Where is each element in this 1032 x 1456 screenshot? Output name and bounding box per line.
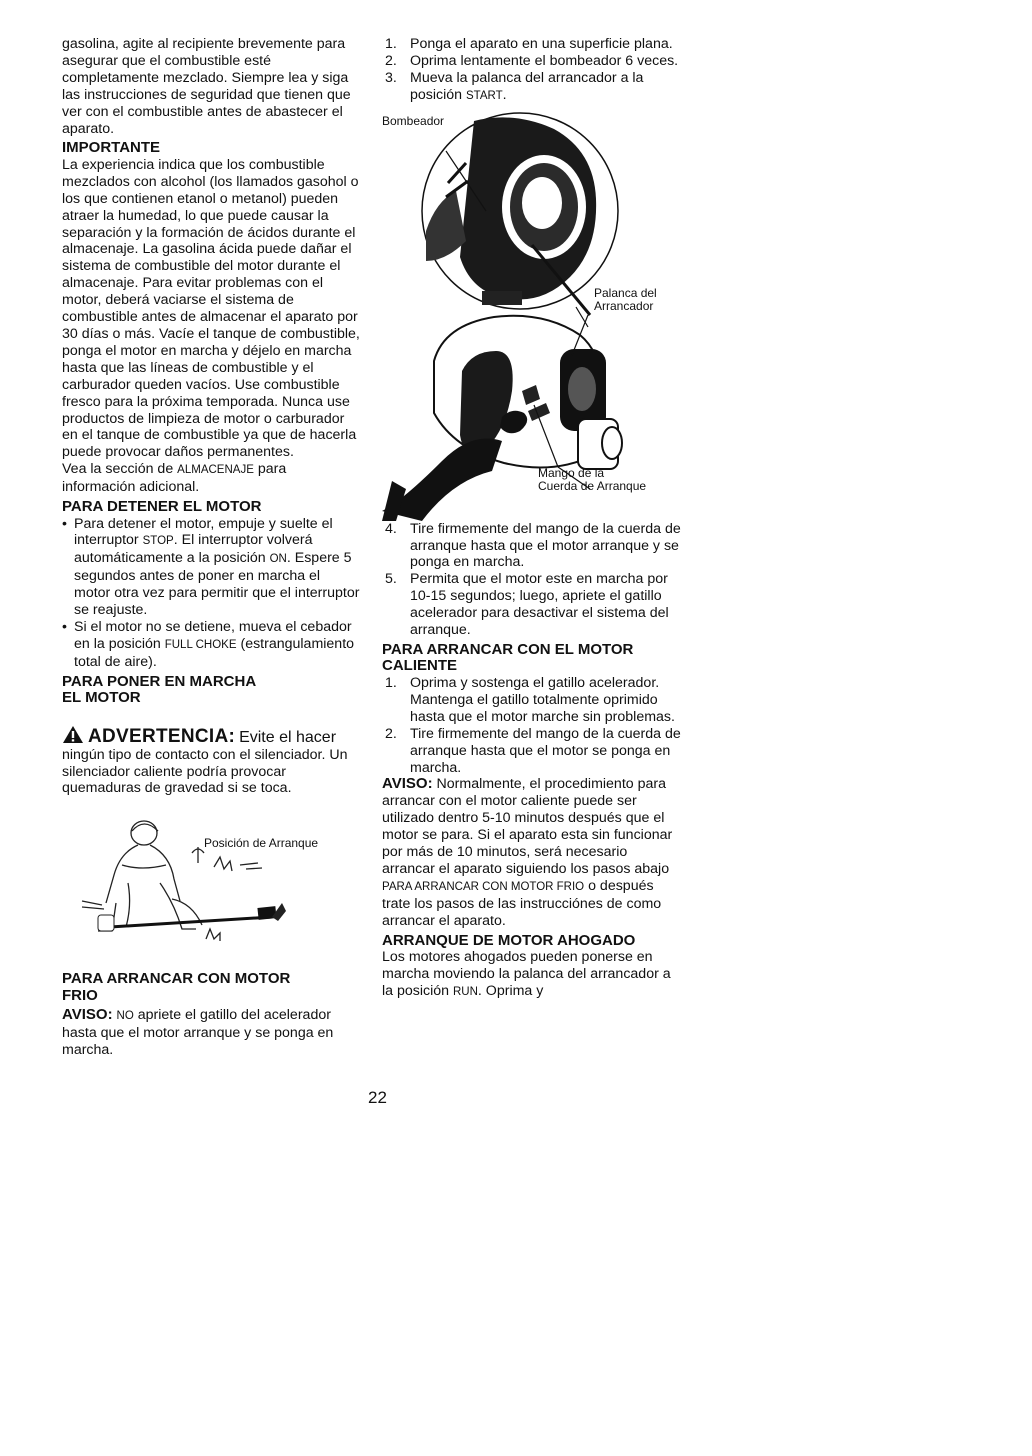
- step-text: Ponga el aparato en una superficie plana.: [410, 36, 673, 52]
- choke-text-a: Si el motor no se detiene, mueva el cebador en la posición: [74, 619, 352, 652]
- list-item: [382, 53, 682, 70]
- starter-rope-handle-label: [538, 467, 646, 494]
- warm-heading-line2: CALIENTE: [382, 657, 457, 675]
- stop-engine-heading: PARA DETENER EL MOTOR: [62, 498, 262, 516]
- no-keyword: NO: [116, 1010, 134, 1023]
- stop-keyword: STOP: [142, 535, 174, 548]
- primer-bulb-label: Bombeador: [382, 113, 445, 128]
- flooded-engine-paragraph: [382, 949, 682, 1001]
- cold-heading-line1: PARA ARRANCAR CON MOTOR: [62, 970, 291, 988]
- page-number: 22: [368, 1088, 387, 1107]
- starting-position-caption: Posición de Arranque: [204, 836, 319, 851]
- lever-label-line1: Palanca del: [594, 285, 657, 300]
- aviso-label: AVISO:: [62, 1006, 113, 1024]
- starter-lever-label: [594, 287, 657, 314]
- see-prefix: Vea la sección de: [62, 461, 174, 478]
- step-text: Oprima y sostenga el gatillo acelerador. Mantenga el gatillo totalmente oprimido hasta que el motor marche sin problemas.: [410, 674, 675, 725]
- warm-aviso-paragraph: [382, 776, 682, 929]
- cold-heading-line2: FRIO: [62, 986, 98, 1004]
- storage-section-ref: ALMACENAJE: [177, 464, 254, 477]
- handle-label-line2: Cuerda de Arranque: [538, 479, 647, 494]
- list-item: [382, 36, 682, 53]
- warning-lead: Evite el hacer: [239, 728, 337, 746]
- step-text: Mueva la palanca del arrancador a la posición: [410, 69, 644, 103]
- starting-position-figure: [62, 813, 360, 963]
- importante-heading: IMPORTANTE: [62, 139, 161, 157]
- list-item: [62, 619, 360, 671]
- warning-title: ADVERTENCIA:: [87, 725, 236, 747]
- stop-text-b: . El interruptor volverá automáticamente a la posición: [74, 532, 313, 567]
- warm-start-heading: [382, 642, 682, 675]
- start-heading-line1: PARA PONER EN MARCHA: [62, 672, 257, 690]
- importante-paragraph: La experiencia indica que los combustible mezclados con alcohol (los llamados gasohol o los que contienen etanol o metanol) pueden atraer la humedad, lo que puede causar la separación y la formación de ácidos durante el almacenaje. La gasolina ácida puede dañar el sistema de combustible del motor durante el almacenaje. Para evitar problemas con el motor, deberá vaciarse el sistema de combustible antes de almacenar el aparato por 30 días o más. Vacíe el tanque de combustible, ponga el motor en marcha y déjelo en marcha hasta que las líneas de combustible y el carburador queden vacíos. Use combustible fresco para la próxima temporada. Nunca use productos de limpieza de motor o carburador en el tanque de combustible ya que de hacerla puede provocar daños permanentes.: [62, 156, 360, 461]
- warm-aviso-text-2: o después trate los pasos de las instrucciónes de como arrancar el aparato.: [382, 877, 662, 929]
- start-keyword: START: [466, 89, 503, 102]
- see-suffix: para información adicional.: [62, 461, 287, 496]
- cold-start-steps-1-2: [382, 36, 682, 105]
- step-number: 1.: [385, 36, 397, 52]
- warm-aviso-text-1: Normalmente, el procedimiento para arrancar con el motor caliente puede ser utilizado dentro 5-10 minutos después que el motor se para. Si el aparato esta sin funcionar por más de 10 minutos, será necesario arrancar el aparato siguiendo los pasos abajo: [382, 776, 673, 877]
- warning-block: [62, 725, 360, 798]
- stop-text-a: Para detener el motor, empuje y suelte el interruptor: [74, 515, 333, 549]
- list-item: [382, 571, 682, 639]
- step-number: 4.: [385, 520, 397, 537]
- flooded-engine-heading: ARRANQUE DE MOTOR AHOGADO: [382, 931, 636, 949]
- start-engine-heading: [62, 674, 360, 707]
- see-storage-paragraph: [62, 461, 360, 496]
- lever-label-line2: Arrancador: [594, 299, 654, 314]
- step-number: 3.: [385, 69, 397, 86]
- step-text: Oprima lentamente el bombeador 6 veces.: [410, 52, 679, 69]
- run-keyword: RUN: [453, 985, 478, 998]
- stop-engine-list: [62, 516, 360, 671]
- cold-start-heading: [62, 971, 360, 1004]
- right-column: [382, 36, 682, 1001]
- flooded-text-2: . Oprima y: [477, 982, 544, 999]
- step-text: Tire firmemente del mango de la cuerda de arranque hasta que el motor se ponga en marcha.: [410, 725, 681, 776]
- stop-text-c: . Espere 5 segundos antes de poner en marcha el motor otra vez para permitir que el interruptor se reajuste.: [74, 550, 360, 619]
- choke-text-b: (estrangulamiento total de aire).: [74, 635, 355, 670]
- full-choke-keyword: FULL CHOKE: [164, 638, 237, 651]
- aviso-label: AVISO:: [382, 775, 433, 793]
- step-text: Permita que el motor este en marcha por 10-15 segundos; luego, apriete el gatillo acelerador para desactivar el sistema del arranque.: [410, 571, 669, 639]
- list-item: [382, 675, 682, 726]
- warning-triangle-icon: [62, 725, 84, 744]
- cold-aviso-paragraph: [62, 1007, 360, 1059]
- list-item: [382, 70, 682, 105]
- step-number: 2.: [385, 725, 397, 742]
- warm-heading-line1: PARA ARRANCAR CON EL MOTOR: [382, 640, 634, 658]
- handle-label-line1: Mango de la: [538, 465, 605, 480]
- step-number: 2.: [385, 52, 397, 69]
- engine-controls-illustration: [382, 111, 682, 521]
- step-number: 5.: [385, 571, 397, 588]
- list-item: [382, 726, 682, 777]
- step-end: .: [502, 86, 507, 103]
- step-text: Tire firmemente del mango de la cuerda de arranque hasta que el motor arranque y se ponga en marcha.: [410, 520, 681, 571]
- on-keyword: ON: [269, 553, 287, 566]
- list-item: [62, 516, 360, 619]
- cold-aviso-text: apriete el gatillo del acelerador hasta que el motor arranque y se ponga en marcha.: [62, 1007, 334, 1059]
- warm-start-steps: [382, 675, 682, 776]
- step-number: 1.: [385, 674, 397, 691]
- flooded-text-1: Los motores ahogados pueden ponerse en marcha moviendo la palanca del arrancador a la posición: [382, 949, 671, 999]
- engine-controls-figure: [382, 111, 682, 521]
- warning-text: ningún tipo de contacto con el silenciador. Un silenciador caliente podría provocar quemaduras de gravedad si se toca.: [62, 746, 348, 797]
- cold-start-ref: PARA ARRANCAR CON MOTOR FRIO: [382, 880, 585, 893]
- list-item: [382, 521, 682, 572]
- left-column: [62, 36, 360, 1059]
- cold-start-steps-4-5: [382, 521, 682, 639]
- intro-paragraph: gasolina, agite al recipiente brevemente para asegurar que el combustible esté completamente mezclado. Siempre lea y siga las instrucciones de seguridad que tienen que ver con el combustible antes de abastecer el aparato.: [62, 36, 351, 137]
- start-heading-line2: EL MOTOR: [62, 689, 141, 707]
